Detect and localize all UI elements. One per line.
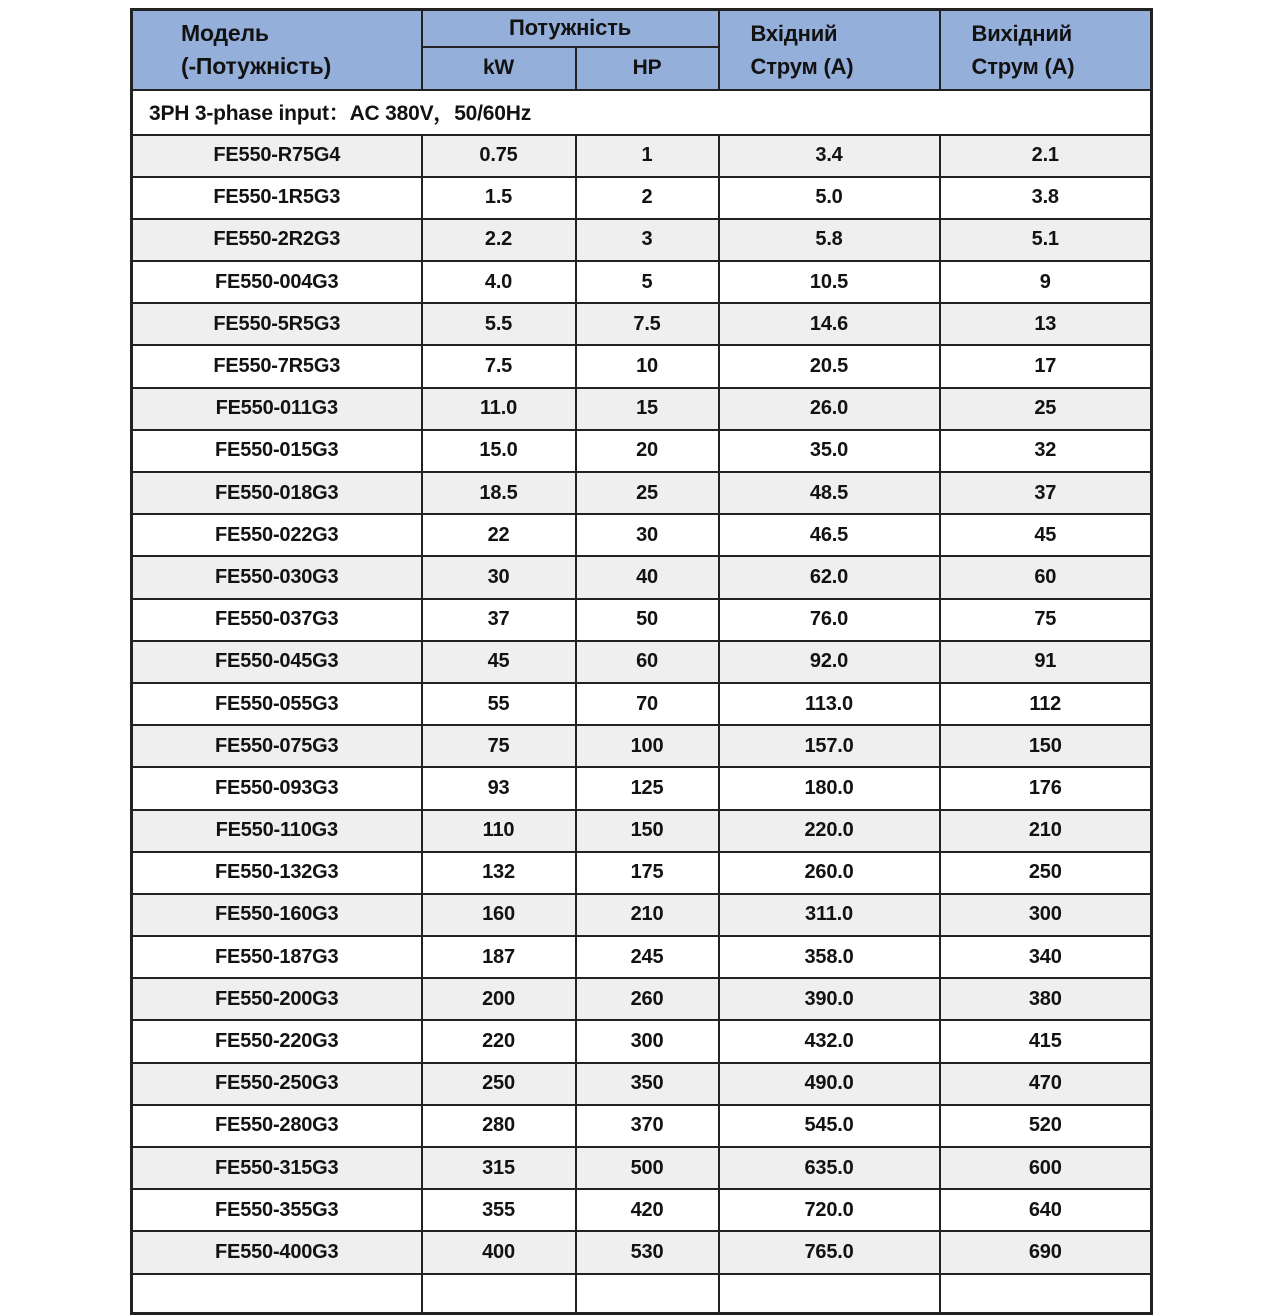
table-row [132, 1063, 1152, 1105]
model-cell: FE550-055G3 [132, 683, 422, 725]
input-current-cell: 720.0 [719, 1189, 940, 1231]
input-current-cell: 113.0 [719, 683, 940, 725]
table-row [132, 978, 1152, 1020]
input-current-cell: 390.0 [719, 978, 940, 1020]
table-row [132, 1231, 1152, 1273]
input-current-line1: Вхідний [750, 20, 838, 46]
output-current-cell: 25 [940, 388, 1152, 430]
table-row [132, 1020, 1152, 1062]
table-row [132, 177, 1152, 219]
output-current-cell: 176 [940, 767, 1152, 809]
kw-cell: 45 [422, 641, 576, 683]
vfd-spec-table [130, 8, 1153, 1315]
kw-cell: 187 [422, 936, 576, 978]
hp-cell: 20 [576, 430, 719, 472]
table-row [132, 641, 1152, 683]
output-current-line1: Вихідний [971, 20, 1072, 46]
input-current-cell: 5.0 [719, 177, 940, 219]
hp-cell: 2 [576, 177, 719, 219]
hp-cell: 25 [576, 472, 719, 514]
output-current-cell: 5.1 [940, 219, 1152, 261]
model-cell: FE550-093G3 [132, 767, 422, 809]
hp-cell: 245 [576, 936, 719, 978]
hp-cell: 530 [576, 1231, 719, 1273]
hp-cell: 60 [576, 641, 719, 683]
model-cell: FE550-030G3 [132, 556, 422, 598]
hp-cell: 15 [576, 388, 719, 430]
table-row [132, 219, 1152, 261]
table-row [132, 725, 1152, 767]
hp-cell: 70 [576, 683, 719, 725]
table-row [132, 345, 1152, 387]
input-current-cell: 311.0 [719, 894, 940, 936]
section-row [132, 90, 1152, 135]
table-row [132, 261, 1152, 303]
model-cell: FE550-110G3 [132, 810, 422, 852]
model-cell: FE550-315G3 [132, 1147, 422, 1189]
output-current-cell: 37 [940, 472, 1152, 514]
kw-cell: 22 [422, 514, 576, 556]
model-cell: FE550-004G3 [132, 261, 422, 303]
input-current-cell: 76.0 [719, 599, 940, 641]
input-current-cell: 635.0 [719, 1147, 940, 1189]
table-row [132, 936, 1152, 978]
table-row [132, 472, 1152, 514]
kw-cell: 93 [422, 767, 576, 809]
output-current-cell: 415 [940, 1020, 1152, 1062]
output-current-cell: 75 [940, 599, 1152, 641]
col-header-model [132, 10, 422, 90]
hp-cell: 1 [576, 135, 719, 177]
table-row [132, 683, 1152, 725]
input-current-cell: 5.8 [719, 219, 940, 261]
kw-cell: 200 [422, 978, 576, 1020]
table-header [132, 10, 1152, 90]
output-current-cell: 9 [940, 261, 1152, 303]
output-current-cell: 210 [940, 810, 1152, 852]
hp-cell: 150 [576, 810, 719, 852]
model-header-line2: (-Потужність) [181, 52, 332, 79]
input-current-cell: 180.0 [719, 767, 940, 809]
col-header-kw: kW [422, 47, 576, 90]
kw-cell: 5.5 [422, 303, 576, 345]
model-cell: FE550-1R5G3 [132, 177, 422, 219]
model-cell: FE550-075G3 [132, 725, 422, 767]
kw-cell: 160 [422, 894, 576, 936]
hp-cell: 175 [576, 852, 719, 894]
output-current-line2: Струм (А) [971, 53, 1075, 79]
output-current-cell: 520 [940, 1105, 1152, 1147]
input-current-cell: 545.0 [719, 1105, 940, 1147]
input-current-cell: 48.5 [719, 472, 940, 514]
model-cell: FE550-7R5G3 [132, 345, 422, 387]
spec-table-page [130, 8, 1153, 1315]
kw-cell: 315 [422, 1147, 576, 1189]
kw-cell: 7.5 [422, 345, 576, 387]
output-current-cell: 60 [940, 556, 1152, 598]
kw-cell: 250 [422, 1063, 576, 1105]
kw-cell: 2.2 [422, 219, 576, 261]
hp-cell: 350 [576, 1063, 719, 1105]
section-label: 3PH 3-phase input：AC 380V，50/60Hz [132, 90, 1152, 135]
input-current-cell: 35.0 [719, 430, 940, 472]
input-current-cell: 490.0 [719, 1063, 940, 1105]
hp-cell: 210 [576, 894, 719, 936]
input-current-cell: 260.0 [719, 852, 940, 894]
hp-cell: 30 [576, 514, 719, 556]
model-cell: FE550-045G3 [132, 641, 422, 683]
model-cell: FE550-220G3 [132, 1020, 422, 1062]
output-current-cell: 250 [940, 852, 1152, 894]
table-row [132, 1189, 1152, 1231]
input-current-cell: 14.6 [719, 303, 940, 345]
output-current-cell: 17 [940, 345, 1152, 387]
model-cell: FE550-018G3 [132, 472, 422, 514]
kw-cell: 0.75 [422, 135, 576, 177]
model-cell: FE550-037G3 [132, 599, 422, 641]
kw-cell: 355 [422, 1189, 576, 1231]
output-current-cell: 13 [940, 303, 1152, 345]
hp-cell: 370 [576, 1105, 719, 1147]
table-row [132, 388, 1152, 430]
input-current-cell: 765.0 [719, 1231, 940, 1273]
input-current-cell: 46.5 [719, 514, 940, 556]
kw-cell: 11.0 [422, 388, 576, 430]
output-current-cell: 2.1 [940, 135, 1152, 177]
header-row-top [132, 10, 1152, 47]
kw-cell: 18.5 [422, 472, 576, 514]
table-row [132, 1147, 1152, 1189]
model-cell: FE550-5R5G3 [132, 303, 422, 345]
hp-cell: 420 [576, 1189, 719, 1231]
table-row [132, 767, 1152, 809]
model-cell: FE550-187G3 [132, 936, 422, 978]
kw-cell: 30 [422, 556, 576, 598]
model-cell: FE550-2R2G3 [132, 219, 422, 261]
kw-cell: 400 [422, 1231, 576, 1273]
kw-cell: 75 [422, 725, 576, 767]
table-row [132, 810, 1152, 852]
input-current-cell: 358.0 [719, 936, 940, 978]
table-row [132, 135, 1152, 177]
input-current-cell: 92.0 [719, 641, 940, 683]
kw-cell: 280 [422, 1105, 576, 1147]
hp-cell: 500 [576, 1147, 719, 1189]
hp-cell: 10 [576, 345, 719, 387]
input-current-line2: Струм (А) [750, 53, 854, 79]
output-current-cell: 300 [940, 894, 1152, 936]
hp-cell: 300 [576, 1020, 719, 1062]
table-row [132, 599, 1152, 641]
input-current-cell: 157.0 [719, 725, 940, 767]
model-cell: FE550-R75G4 [132, 135, 422, 177]
input-current-cell: 432.0 [719, 1020, 940, 1062]
input-current-cell: 20.5 [719, 345, 940, 387]
model-cell: FE550-200G3 [132, 978, 422, 1020]
table-row [132, 852, 1152, 894]
hp-cell: 125 [576, 767, 719, 809]
output-current-cell: 112 [940, 683, 1152, 725]
table-row [132, 430, 1152, 472]
output-current-cell: 91 [940, 641, 1152, 683]
model-cell: FE550-160G3 [132, 894, 422, 936]
input-current-cell: 62.0 [719, 556, 940, 598]
output-current-cell: 690 [940, 1231, 1152, 1273]
input-current-cell: 3.4 [719, 135, 940, 177]
kw-cell: 220 [422, 1020, 576, 1062]
output-current-cell: 380 [940, 978, 1152, 1020]
table-row [132, 1105, 1152, 1147]
model-cell: FE550-132G3 [132, 852, 422, 894]
hp-cell: 100 [576, 725, 719, 767]
output-current-cell: 3.8 [940, 177, 1152, 219]
kw-cell: 37 [422, 599, 576, 641]
output-current-cell: 45 [940, 514, 1152, 556]
model-cell: FE550-011G3 [132, 388, 422, 430]
model-cell: FE550-280G3 [132, 1105, 422, 1147]
table-row [132, 303, 1152, 345]
table-row [132, 556, 1152, 598]
table-row [132, 894, 1152, 936]
output-current-cell: 470 [940, 1063, 1152, 1105]
input-current-cell: 10.5 [719, 261, 940, 303]
kw-cell: 110 [422, 810, 576, 852]
hp-cell: 5 [576, 261, 719, 303]
input-current-cell: 220.0 [719, 810, 940, 852]
model-cell: FE550-015G3 [132, 430, 422, 472]
output-current-cell: 600 [940, 1147, 1152, 1189]
output-current-cell: 340 [940, 936, 1152, 978]
kw-cell: 55 [422, 683, 576, 725]
model-cell: FE550-022G3 [132, 514, 422, 556]
input-current-cell: 26.0 [719, 388, 940, 430]
col-header-hp: HP [576, 47, 719, 90]
hp-cell: 50 [576, 599, 719, 641]
output-current-cell: 150 [940, 725, 1152, 767]
col-header-input-current [719, 10, 940, 90]
output-current-cell: 640 [940, 1189, 1152, 1231]
hp-cell: 260 [576, 978, 719, 1020]
hp-cell: 7.5 [576, 303, 719, 345]
output-current-cell: 32 [940, 430, 1152, 472]
hp-cell: 40 [576, 556, 719, 598]
kw-cell: 4.0 [422, 261, 576, 303]
model-cell: FE550-355G3 [132, 1189, 422, 1231]
col-header-output-current [940, 10, 1152, 90]
model-cell: FE550-250G3 [132, 1063, 422, 1105]
table-row [132, 514, 1152, 556]
kw-cell: 15.0 [422, 430, 576, 472]
table-body [132, 90, 1152, 1314]
col-header-power: Потужність [422, 10, 719, 47]
hp-cell: 3 [576, 219, 719, 261]
model-header-line1: Модель [181, 19, 269, 46]
kw-cell: 1.5 [422, 177, 576, 219]
kw-cell: 132 [422, 852, 576, 894]
model-cell: FE550-400G3 [132, 1231, 422, 1273]
